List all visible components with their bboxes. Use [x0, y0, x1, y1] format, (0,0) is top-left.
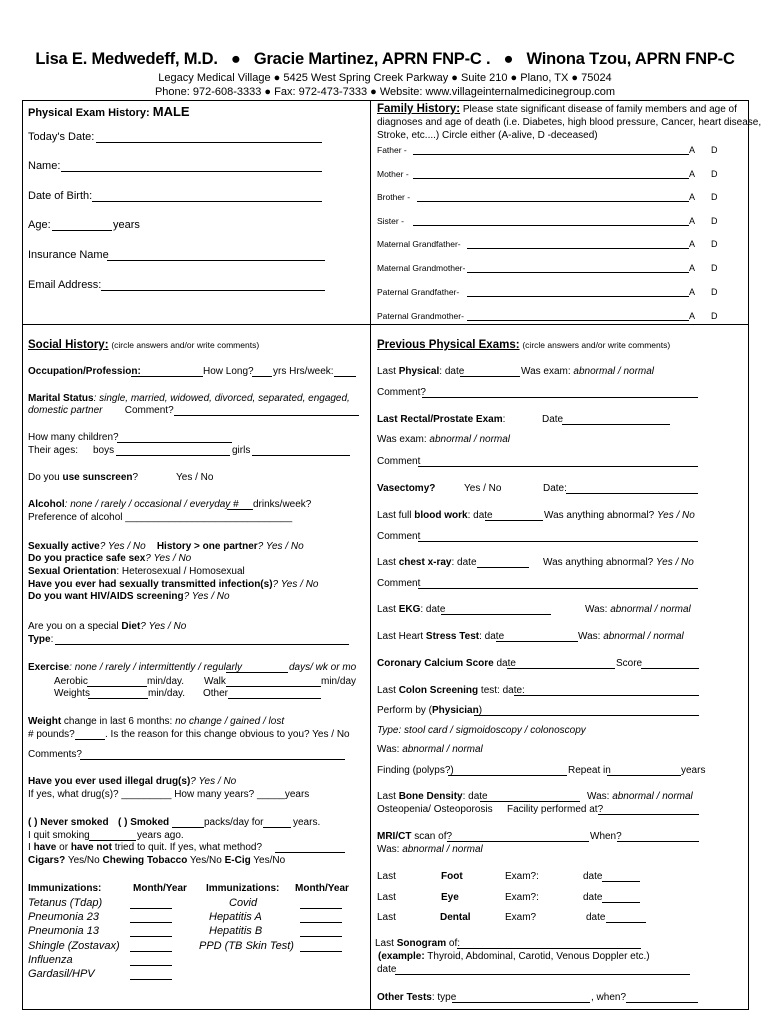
- deceased-option[interactable]: D: [711, 145, 718, 155]
- ekg-date-field[interactable]: [441, 614, 551, 615]
- immunization-date-field[interactable]: [130, 965, 172, 966]
- physician-field[interactable]: [474, 715, 699, 716]
- alcohol-preference: Preference of alcohol ______________________________: [28, 512, 293, 523]
- family-member-field[interactable]: [413, 225, 689, 226]
- exam-item-label: Eye: [441, 892, 459, 903]
- deceased-option[interactable]: D: [711, 216, 718, 226]
- weight-comments-field[interactable]: [80, 759, 345, 760]
- social-title: Social History:: [28, 339, 109, 351]
- blood-comment-label: Comment: [377, 531, 421, 542]
- calcium-score-label: Score: [616, 658, 643, 669]
- exam-date-field[interactable]: [606, 922, 646, 923]
- ekg-was: Was: abnormal / normal: [585, 604, 691, 615]
- walk-min: min/day: [321, 676, 357, 687]
- family-member-field[interactable]: [467, 320, 689, 321]
- hiv-row: Do you want HIV/AIDS screening? Yes / No: [28, 591, 230, 602]
- aerobic-min: min/day.: [147, 676, 185, 687]
- deceased-option[interactable]: D: [711, 169, 718, 179]
- blood-row: Last full blood work: date: [377, 510, 493, 521]
- weights-field[interactable]: [88, 698, 148, 699]
- quit-label: I quit smoking: [28, 830, 90, 841]
- insurance-field[interactable]: [107, 260, 325, 261]
- exam-last-label: Last: [377, 892, 396, 903]
- vasectomy-yes-no[interactable]: Yes / No: [464, 483, 502, 494]
- chest-comment-field[interactable]: [418, 588, 698, 589]
- other-tests-when-field[interactable]: [626, 1002, 698, 1003]
- other-label: Other: [203, 688, 229, 699]
- occupation-field[interactable]: [131, 376, 203, 377]
- alive-option[interactable]: A: [689, 287, 696, 297]
- packs-label: packs/day for: [204, 817, 264, 828]
- walk-field[interactable]: [226, 686, 321, 687]
- chest-abnormal: Was anything abnormal? Yes / No: [543, 557, 694, 568]
- alive-option[interactable]: A: [689, 216, 696, 226]
- colon-date-field[interactable]: [514, 695, 699, 696]
- osteo-label: Osteopenia/ Osteoporosis: [377, 804, 493, 815]
- diet-row: Are you on a special Diet? Yes / No: [28, 621, 187, 632]
- rectal-row: Last Rectal/Prostate Exam:: [377, 414, 506, 425]
- family-intro-2: diagnoses and age of death (i.e. Diabetes, high blood pressure, Cancer, heart disease,: [377, 117, 762, 128]
- colon-row: Last Colon Screening test: date:: [377, 685, 525, 696]
- smoked-years-label: years.: [293, 817, 321, 828]
- other-tests-row: Other Tests: type: [377, 992, 457, 1003]
- family-member-field[interactable]: [467, 296, 689, 297]
- name-label: Name:: [28, 160, 61, 172]
- alive-option[interactable]: A: [689, 169, 696, 179]
- header-providers: Lisa E. Medwedeff, M.D. ● Gracie Martinez, APRN FNP-C . ● Winona Tzou, APRN FNP-C: [35, 50, 735, 68]
- quit-method-field[interactable]: [275, 852, 345, 853]
- ekg-row: Last EKG: date: [377, 604, 446, 615]
- imm-header-right: Immunizations:: [206, 883, 280, 894]
- deceased-option[interactable]: D: [711, 239, 718, 249]
- repeat-in-field[interactable]: [607, 775, 681, 776]
- immunization-label: Hepatitis B: [209, 925, 263, 937]
- repeat-years: years: [681, 765, 706, 776]
- exam-date-field[interactable]: [602, 881, 640, 882]
- calcium-score-field[interactable]: [641, 668, 699, 669]
- pounds-field[interactable]: [75, 739, 105, 740]
- alcohol-num-field[interactable]: [227, 509, 253, 510]
- stress-was: Was: abnormal / normal: [578, 631, 684, 642]
- dob-field[interactable]: [92, 201, 322, 202]
- immunization-label: Gardasil/HPV: [28, 968, 95, 980]
- calcium-row: Coronary Calcium Score date: [377, 658, 516, 669]
- pounds-label: # pounds?: [28, 729, 75, 740]
- rectal-date-label: Date: [542, 414, 564, 425]
- children-label: How many children?: [28, 432, 119, 443]
- immunization-date-field[interactable]: [300, 922, 342, 923]
- family-member-label: Father -: [377, 145, 407, 155]
- immunization-date-field[interactable]: [130, 951, 172, 952]
- family-member-field[interactable]: [467, 248, 689, 249]
- colon-type: Type: stool card / sigmoidoscopy / colonoscopy: [377, 725, 586, 736]
- other-tests-when-label: , when?: [591, 992, 627, 1003]
- family-member-field[interactable]: [413, 154, 689, 155]
- sono-date-field[interactable]: [395, 974, 690, 975]
- blood-date-field[interactable]: [485, 520, 543, 521]
- alive-option[interactable]: A: [689, 311, 696, 321]
- family-member-label: Sister -: [377, 216, 404, 226]
- immunization-label: Covid: [229, 897, 258, 909]
- immunization-label: Influenza: [28, 954, 73, 966]
- immunization-label: Pneumonia 23: [28, 911, 99, 923]
- immunization-date-field[interactable]: [130, 979, 172, 980]
- vasectomy-label: Vasectomy?: [377, 483, 436, 494]
- safe-sex-row: Do you practice safe sex? Yes / No: [28, 553, 192, 564]
- sti-row: Have you ever had sexually transmitted infection(s)? Yes / No: [28, 579, 319, 590]
- sunscreen-yes-no[interactable]: Yes / No: [176, 472, 214, 483]
- mri-was: Was: abnormal / normal: [377, 844, 483, 855]
- weight-row: Weight change in last 6 months: no change / gained / lost: [28, 716, 285, 727]
- other-tests-type-field[interactable]: [452, 1002, 590, 1003]
- repeat-in-label: Repeat in: [568, 765, 611, 776]
- boys-label: boys: [93, 445, 115, 456]
- immunization-label: Tetanus (Tdap): [28, 897, 103, 909]
- drinks-week-label: drinks/week?: [253, 499, 312, 510]
- never-smoked-option[interactable]: ( ) Never smoked: [28, 817, 109, 828]
- exercise-days-field[interactable]: [226, 672, 288, 673]
- family-member-label: Paternal Grandfather-: [377, 287, 460, 297]
- hrs-week-field[interactable]: [334, 376, 356, 377]
- family-member-label: Brother -: [377, 192, 411, 202]
- finding-label: Finding (polyps?): [377, 765, 454, 776]
- immunization-date-field[interactable]: [300, 908, 342, 909]
- provider-1: Lisa E. Medwedeff, M.D.: [35, 50, 218, 68]
- header-contact: Phone: 972-608-3333 ● Fax: 972-473-7333 ● Website: www.villageinternalmedicinegroup.com: [154, 86, 616, 98]
- physical-comment-label: Comment?: [377, 387, 426, 398]
- weight-reason: . Is the reason for this change obvious to you? Yes / No: [105, 729, 350, 740]
- weights-label: Weights: [54, 688, 90, 699]
- imm-header-left: Immunizations:: [28, 883, 102, 894]
- quit-field[interactable]: [89, 840, 136, 841]
- alcohol-row: Alcohol: none / rarely / occasional / everyday #: [28, 499, 239, 510]
- bone-row: Last Bone Density: date: [377, 791, 488, 802]
- occupation-row: Occupation/Profession:: [28, 366, 141, 377]
- physical-row: Last Physical: date: [377, 366, 465, 377]
- header-address: Legacy Medical Village ● 5425 West Spring Creek Parkway ● Suite 210 ● Plano, TX ● 75024: [158, 72, 612, 84]
- boys-field[interactable]: [116, 455, 230, 456]
- finding-field[interactable]: [448, 775, 567, 776]
- drugs-row: Have you ever used illegal drug(s)? Yes / No: [28, 776, 237, 787]
- gender-value: MALE: [152, 104, 190, 119]
- type-label: Type:: [28, 634, 54, 645]
- deceased-option[interactable]: D: [711, 192, 718, 202]
- sono-field[interactable]: [457, 948, 641, 949]
- todays-date-label: Today's Date:: [28, 131, 95, 143]
- exam-item-label: Foot: [441, 871, 463, 882]
- immunization-date-field[interactable]: [130, 922, 172, 923]
- marital-row: Marital Status: single, married, widowed, divorced, separated, engaged,: [28, 393, 350, 404]
- blood-comment-field[interactable]: [418, 541, 698, 542]
- vasectomy-date-field[interactable]: [566, 493, 698, 494]
- immunization-date-field[interactable]: [130, 936, 172, 937]
- imm-month-year-left: Month/Year: [133, 883, 187, 894]
- hrs-week-label: yrs Hrs/week:: [273, 366, 334, 377]
- provider-3: Winona Tzou, APRN FNP-C: [526, 50, 735, 68]
- alive-option[interactable]: A: [689, 145, 696, 155]
- drugs-what: If yes, what drug(s)? _________ How many years? _____years: [28, 789, 310, 800]
- bone-date-field[interactable]: [480, 801, 580, 802]
- family-member-label: Maternal Grandmother-: [377, 263, 466, 273]
- family-intro-1: Family History: Please state significant disease of family members and age of: [377, 103, 737, 115]
- facility-field[interactable]: [598, 814, 699, 815]
- exam-last-label: Last: [377, 871, 396, 882]
- deceased-option[interactable]: D: [711, 311, 718, 321]
- physical-comment-field[interactable]: [422, 397, 698, 398]
- alive-option[interactable]: A: [689, 239, 696, 249]
- chest-date-field[interactable]: [477, 567, 529, 568]
- aerobic-field[interactable]: [87, 686, 147, 687]
- perform-row: Perform by (Physician): [377, 705, 483, 716]
- mri-when-label: When?: [590, 831, 622, 842]
- social-header: Social History: (circle answers and/or write comments): [28, 339, 260, 351]
- sono-example: (example: Thyroid, Abdominal, Carotid, Venous Doppler etc.): [378, 951, 650, 962]
- exam-q-label: Exam?: [505, 912, 537, 923]
- immunization-date-field[interactable]: [300, 951, 342, 952]
- how-long-label: How Long?: [203, 366, 254, 377]
- chest-row: Last chest x-ray: date: [377, 557, 477, 568]
- exercise-row: Exercise: none / rarely / intermittently / regularly: [28, 662, 243, 673]
- tobacco-row: Cigars? Yes/No Chewing Tobacco Yes/No E-Cig Yes/No: [28, 855, 286, 866]
- immunization-date-field[interactable]: [130, 908, 172, 909]
- smoked-option[interactable]: ( ) Smoked: [118, 817, 170, 828]
- other-exercise-field[interactable]: [228, 698, 321, 699]
- deceased-option[interactable]: D: [711, 287, 718, 297]
- provider-2: Gracie Martinez, APRN FNP-C .: [253, 50, 491, 68]
- chest-comment-label: Comment: [377, 578, 421, 589]
- email-field[interactable]: [101, 290, 325, 291]
- mri-when-field[interactable]: [617, 841, 699, 842]
- children-field[interactable]: [117, 442, 232, 443]
- marital-row-2: domestic partner Comment?: [28, 405, 174, 416]
- family-title: Family History:: [377, 103, 461, 115]
- family-member-label: Mother -: [377, 169, 409, 179]
- family-intro-3: Stroke, etc....) Circle either (A-alive, D -deceased): [377, 130, 598, 141]
- email-label: Email Address:: [28, 279, 102, 291]
- todays-date-field[interactable]: [96, 142, 322, 143]
- exam-q-label: Exam?:: [505, 892, 539, 903]
- physical-title: Physical Exam History: MALE: [28, 104, 190, 119]
- marital-comment-field[interactable]: [174, 415, 359, 416]
- stress-date-field[interactable]: [496, 641, 578, 642]
- orientation-row: Sexual Orientation: Heterosexual / Homosexual: [28, 566, 245, 577]
- exam-date-label: date: [586, 912, 606, 923]
- age-label: Age:: [28, 219, 51, 231]
- age-field[interactable]: [52, 230, 112, 231]
- immunization-label: Hepatitis A: [209, 911, 262, 923]
- alive-option[interactable]: A: [689, 263, 696, 273]
- sunscreen-row: Do you use sunscreen?: [28, 472, 139, 483]
- sono-date-label: date: [377, 964, 397, 975]
- immunization-label: Pneumonia 13: [28, 925, 99, 937]
- immunization-label: Shingle (Zostavax): [28, 940, 120, 952]
- rectal-comment-label: Comment: [377, 456, 421, 467]
- exam-date-label: date: [583, 892, 603, 903]
- ages-label: Their ages:: [28, 445, 79, 456]
- family-member-label: Paternal Grandmother-: [377, 311, 464, 321]
- walk-label: Walk: [204, 676, 226, 687]
- exam-last-label: Last: [377, 912, 396, 923]
- exams-title: Previous Physical Exams:: [377, 339, 520, 351]
- facility-label: Facility performed at?: [507, 804, 604, 815]
- bone-was: Was: abnormal / normal: [587, 791, 693, 802]
- quit-attempt-row: I have or have not tried to quit. If yes, what method?: [28, 842, 263, 853]
- aerobic-label: Aerobic: [54, 676, 88, 687]
- dob-label: Date of Birth:: [28, 190, 93, 202]
- imm-month-year-right: Month/Year: [295, 883, 349, 894]
- diet-type-field[interactable]: [55, 644, 349, 645]
- insurance-label: Insurance Name: [28, 249, 109, 261]
- mri-scan-field[interactable]: [447, 841, 589, 842]
- family-member-field[interactable]: [417, 201, 689, 202]
- packs-field[interactable]: [172, 827, 204, 828]
- exam-date-field[interactable]: [602, 902, 640, 903]
- physical-was-exam: Was exam: abnormal / normal: [521, 366, 655, 377]
- sono-row: Last Sonogram of:: [375, 938, 461, 949]
- sexually-active-row: Sexually active? Yes / No History > one partner? Yes / No: [28, 541, 304, 552]
- days-wk-label: days/ wk or mo: [289, 662, 357, 673]
- years-ago: years ago.: [137, 830, 184, 841]
- name-field[interactable]: [61, 171, 322, 172]
- rectal-was-exam: Was exam: abnormal / normal: [377, 434, 511, 445]
- family-member-label: Maternal Grandfather-: [377, 239, 461, 249]
- girls-field[interactable]: [252, 455, 350, 456]
- family-member-field[interactable]: [467, 272, 689, 273]
- weight-comments-label: Comments?: [28, 749, 82, 760]
- family-member-field[interactable]: [413, 178, 689, 179]
- weights-min: min/day.: [148, 688, 186, 699]
- rectal-date-field[interactable]: [562, 424, 670, 425]
- blood-abnormal: Was anything abnormal? Yes / No: [544, 510, 695, 521]
- exam-q-label: Exam?:: [505, 871, 539, 882]
- how-long-field[interactable]: [252, 376, 272, 377]
- exam-date-label: date: [583, 871, 603, 882]
- immunization-label: PPD (TB Skin Test): [199, 940, 294, 952]
- deceased-option[interactable]: D: [711, 263, 718, 273]
- physical-date-field[interactable]: [460, 376, 520, 377]
- girls-label: girls: [232, 445, 251, 456]
- mri-row: MRI/CT scan of?: [377, 831, 453, 842]
- exams-header: Previous Physical Exams: (circle answers and/or write comments): [377, 339, 671, 351]
- stress-row: Last Heart Stress Test: date: [377, 631, 505, 642]
- exam-item-label: Dental: [440, 912, 471, 923]
- age-suffix: years: [113, 219, 140, 231]
- rectal-comment-field[interactable]: [418, 466, 698, 467]
- immunization-date-field[interactable]: [300, 936, 342, 937]
- vasectomy-date-label: Date:: [543, 483, 567, 494]
- smoked-years-field[interactable]: [263, 827, 291, 828]
- colon-was: Was: abnormal / normal: [377, 744, 483, 755]
- calcium-date-field[interactable]: [507, 668, 615, 669]
- alive-option[interactable]: A: [689, 192, 696, 202]
